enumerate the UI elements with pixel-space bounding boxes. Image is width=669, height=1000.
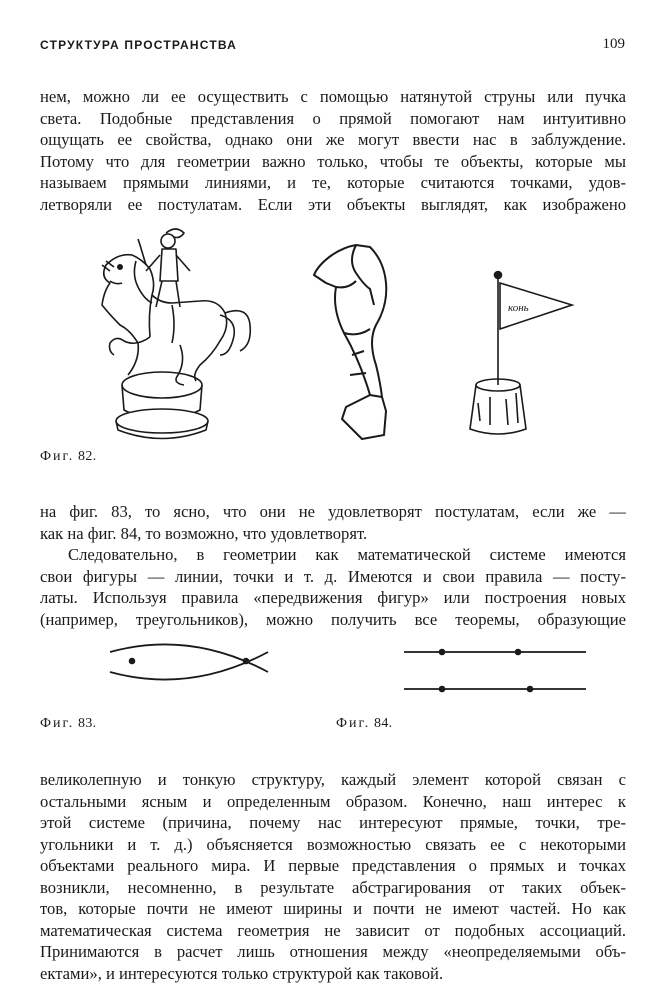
figure-84-caption (336, 716, 392, 732)
figure-84-illustration (400, 640, 590, 700)
figure-82-illustration (80, 225, 600, 445)
caption-number: 84. (374, 716, 393, 731)
running-head: СТРУКТУРА ПРОСТРАНСТВА (40, 38, 237, 52)
paragraph-2 (40, 501, 626, 544)
text-line: угольники и т. д.) объясняется возможностью связать ее с некоторыми (40, 834, 626, 854)
text-line: этой системе (причина, почему нас интересуют прямые, точки, тре- (40, 813, 626, 832)
caption-number: 82. (78, 449, 97, 464)
text-line: нем, можно ли ее осуществить с помощью натянутой струны или пучка (40, 87, 626, 106)
text-line: на фиг. 83, то ясно, что они не удовлетворят постулатам, если же — (40, 502, 626, 521)
figure-83-illustration (100, 640, 280, 690)
text-line: объектами реального мира. И первые представления о прямых и точках (40, 856, 626, 875)
paragraph-4 (40, 769, 626, 984)
point-lower-right (527, 686, 534, 693)
page-number: 109 (602, 36, 625, 52)
flag-text: конь (508, 302, 529, 314)
point-left (129, 658, 136, 665)
point-right (243, 658, 250, 665)
caption-number: 83. (78, 716, 97, 731)
abstract-knight-drawing (314, 245, 386, 439)
text-line: Принимаются в расчет лишь отношения между «неопределяемыми объ- (40, 942, 626, 961)
figure-83-caption (40, 716, 96, 732)
caption-prefix: Фиг. (40, 716, 75, 731)
text-line: латы. Используя правила «передвижения фигур» или построения новых (40, 588, 626, 607)
text-line: тов, которые почти не имеют ширины и почти не имеют частей. Но как (40, 899, 626, 918)
text-line: математическая система геометрия не зависит от подобных ассоциаций. (40, 920, 626, 940)
flag-on-stand-drawing (470, 272, 572, 435)
paragraph-3 (40, 544, 626, 630)
text-line: возникли, несомненно, в результате абстрагирования от таких объек- (40, 877, 626, 897)
paragraph-1 (40, 86, 626, 215)
caption-prefix: Фиг. (40, 449, 75, 464)
text-line: остальными ясным и определенным образом. Конечно, наш интерес к (40, 791, 626, 811)
text-line: великолепную и тонкую структуру, каждый элемент которой связан с (40, 770, 626, 789)
text-line: света. Подобные представления о прямой помогают нам интуитивно (40, 108, 626, 128)
text-line: называем прямыми линиями, и те, которые считаются точками, удов- (40, 173, 626, 192)
point-upper-left (439, 649, 446, 656)
chess-knight-with-rider-drawing (102, 229, 250, 439)
text-line: ощущать ее свойства, однако они же могут ввести нас в заблуждение. (40, 130, 626, 149)
point-upper-right (515, 649, 522, 656)
lower-curve (110, 652, 268, 680)
text-line: Потому что для геометрии важно только, чтобы те объекты, которые мы (40, 151, 626, 171)
text-line: Следовательно, в геометрии как математической системе имеются (68, 545, 626, 564)
figure-82-caption (40, 449, 96, 465)
text-line: (например, треугольников), можно получить все теоремы, образующие (40, 609, 626, 629)
caption-prefix: Фиг. (336, 716, 371, 731)
text-line: как на фиг. 84, то возможно, что удовлетворят. (40, 523, 368, 543)
text-line: летворяли ее постулатам. Если эти объекты выглядят, как изображено (40, 194, 626, 214)
text-line: ектами», и интересуются только структурой как таковой. (40, 963, 444, 983)
text-line: свои фигуры — линии, точки и т. д. Имеются и свои правила — посту- (40, 566, 626, 586)
point-lower-left (439, 686, 446, 693)
